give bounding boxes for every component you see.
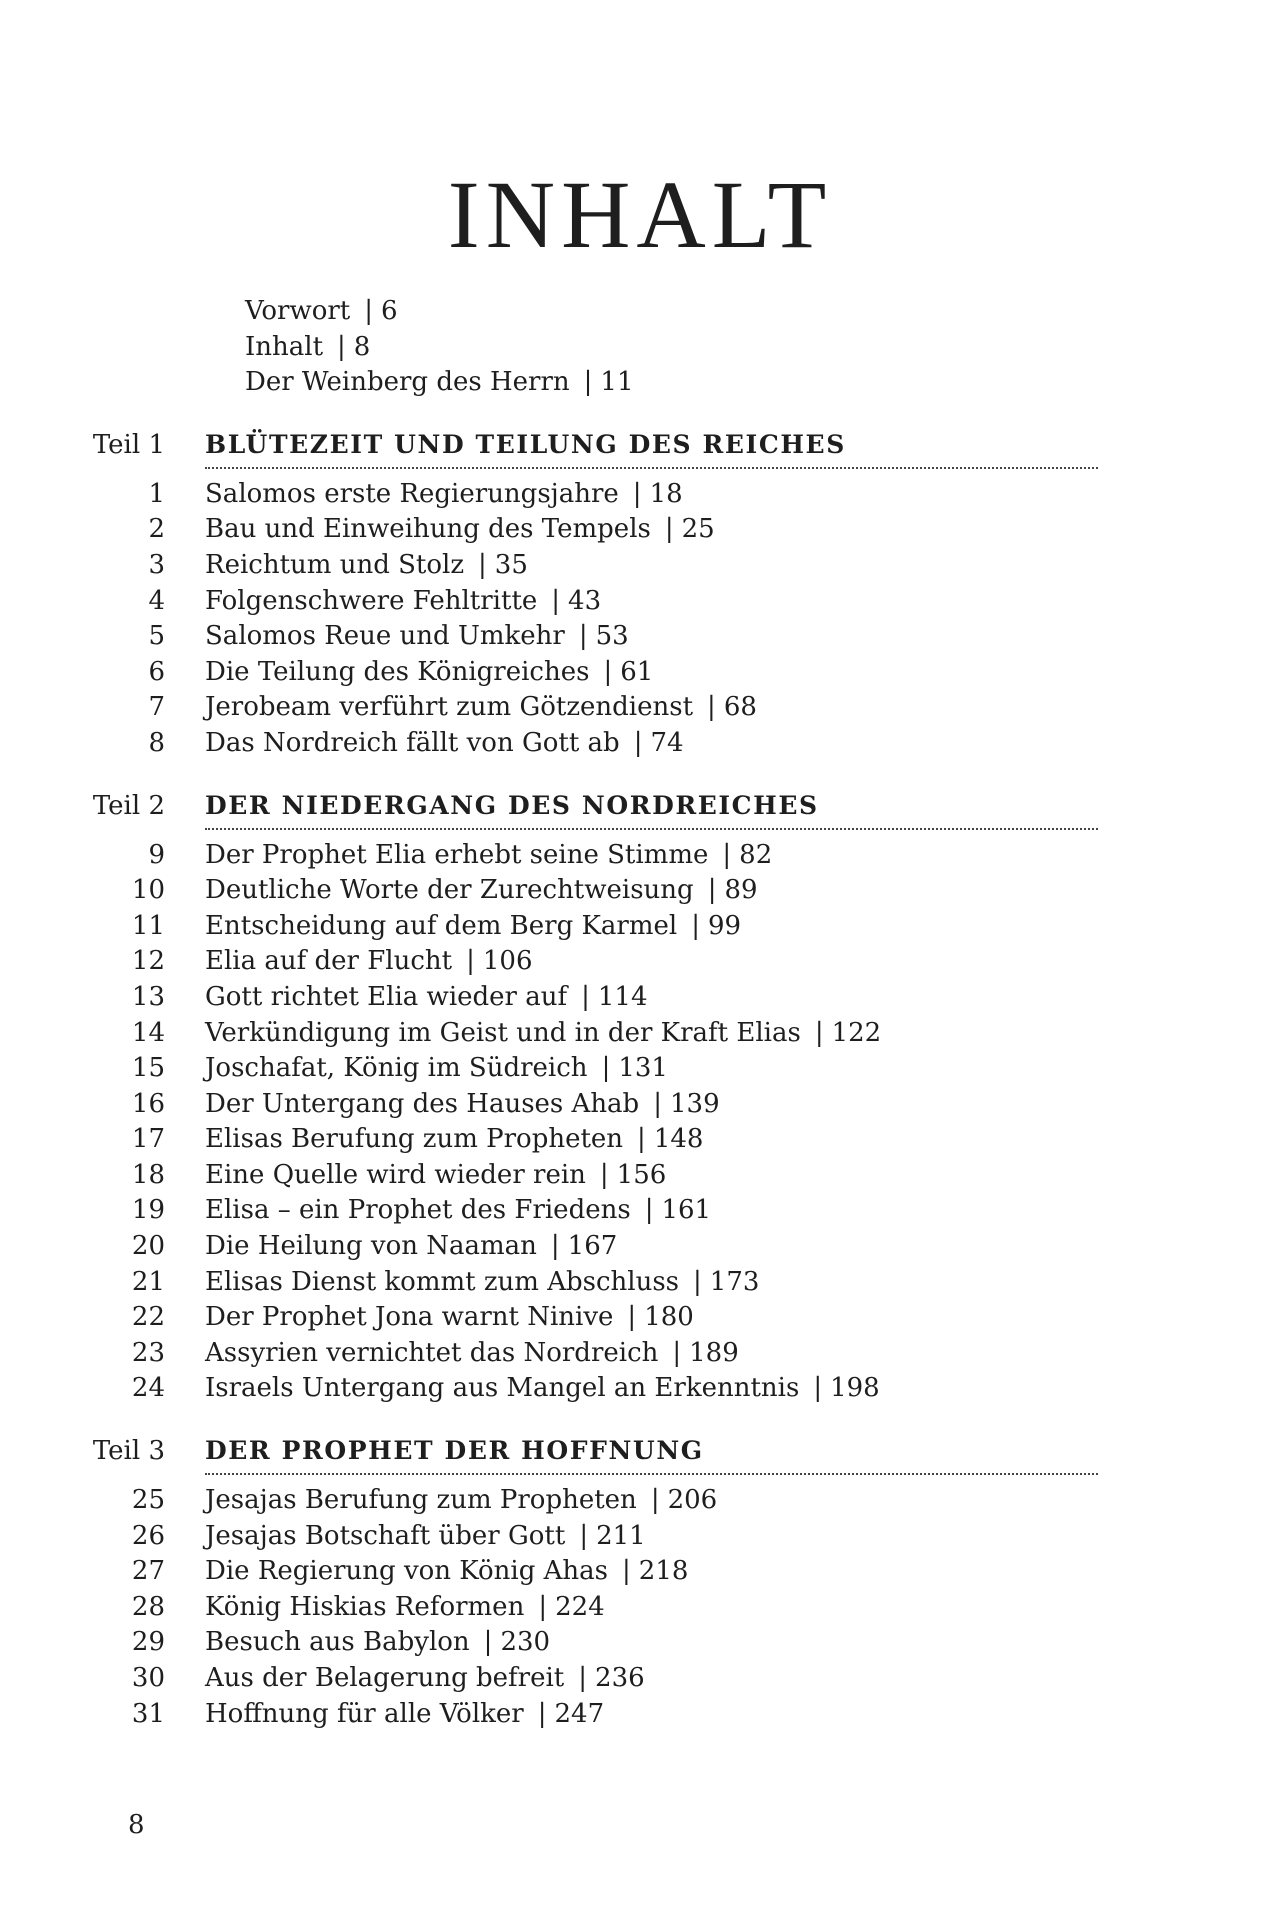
entry-separator: |	[478, 549, 487, 580]
chapter-page: 43	[568, 585, 602, 616]
toc-chapter-entry[interactable]	[0, 1300, 1280, 1336]
chapter-page: 114	[597, 981, 648, 1012]
chapter-number: 31	[131, 1698, 165, 1729]
part-heading: DER NIEDERGANG DES NORDREICHES	[205, 786, 1098, 830]
toc-chapter-entry[interactable]	[0, 1158, 1280, 1194]
toc-entry-weinberg[interactable]	[0, 365, 1280, 401]
toc-chapter-entry[interactable]	[0, 1483, 1280, 1519]
chapter-title: Elisas Dienst kommt zum Abschluss	[205, 1266, 680, 1297]
chapter-number: 2	[148, 514, 165, 545]
entry-separator: |	[814, 1017, 824, 1048]
chapter-title: Besuch aus Babylon	[205, 1627, 470, 1658]
toc-chapter-entry[interactable]	[0, 1625, 1280, 1661]
chapter-number: 13	[131, 981, 165, 1012]
chapter-title: Hoffnung für alle Völker	[205, 1698, 524, 1729]
entry-title: Der Weinberg des Herrn	[245, 367, 570, 398]
entry-separator: |	[653, 1088, 662, 1119]
chapter-page: 206	[667, 1485, 718, 1516]
toc-chapter-entry[interactable]	[0, 1590, 1280, 1626]
chapter-title: Salomos Reue und Umkehr	[205, 621, 565, 652]
entry-separator: |	[537, 1698, 547, 1729]
entry-separator: |	[622, 1556, 631, 1587]
part-heading: BLÜTEZEIT UND TEILUNG DES REICHES	[205, 425, 1098, 469]
chapter-title: Aus der Belagerung befreit	[205, 1663, 565, 1693]
chapter-page: 167	[567, 1231, 618, 1262]
toc-chapter-entry[interactable]	[0, 1336, 1280, 1372]
chapter-page: 161	[661, 1195, 712, 1226]
chapter-page: 180	[644, 1302, 694, 1333]
entry-separator: |	[578, 1663, 588, 1693]
toc-chapter-entry[interactable]	[0, 980, 1280, 1016]
part-label: Teil 3	[92, 1436, 165, 1467]
chapter-page: 211	[596, 1520, 646, 1551]
part-header[interactable]	[0, 786, 1280, 830]
chapter-title: Jerobeam verführt zum Götzendienst	[205, 692, 694, 723]
chapter-title: Das Nordreich fällt von Gott ab	[205, 727, 620, 758]
chapter-title: Entscheidung auf dem Berg Karmel	[205, 910, 678, 941]
entry-separator: |	[693, 1266, 702, 1297]
chapter-page: 18	[649, 478, 683, 509]
chapter-number: 7	[148, 692, 165, 723]
toc-chapter-entry[interactable]	[0, 944, 1280, 980]
chapter-page: 61	[620, 656, 654, 687]
chapter-page: 247	[554, 1698, 605, 1729]
part-header[interactable]	[0, 1431, 1280, 1475]
chapter-page: 230	[500, 1627, 551, 1658]
entry-separator: |	[483, 1627, 493, 1658]
entry-separator: |	[633, 727, 643, 758]
chapter-number: 5	[148, 621, 165, 652]
chapter-page: 68	[723, 692, 757, 723]
chapter-page: 25	[681, 514, 715, 545]
chapter-title: Die Heilung von Naaman	[205, 1231, 537, 1262]
entry-separator: |	[650, 1485, 660, 1516]
toc-chapter-entry[interactable]	[0, 838, 1280, 874]
chapter-page: 189	[689, 1337, 739, 1368]
entry-separator: |	[601, 1053, 611, 1084]
part-header[interactable]	[0, 425, 1280, 469]
chapter-title: Der Prophet Elia erhebt seine Stimme	[205, 839, 709, 870]
table-of-contents	[0, 294, 1280, 1732]
chapter-page: 156	[616, 1159, 667, 1190]
chapter-page: 173	[709, 1266, 760, 1297]
toc-chapter-entry[interactable]	[0, 1554, 1280, 1590]
toc-chapter-entry[interactable]	[0, 1122, 1280, 1158]
chapter-title: Folgenschwere Fehltritte	[205, 585, 538, 616]
toc-chapter-entry[interactable]	[0, 690, 1280, 726]
toc-chapter-entry[interactable]	[0, 1661, 1280, 1697]
entry-separator: |	[644, 1195, 654, 1226]
chapter-title: Israels Untergang aus Mangel an Erkenntnis	[205, 1373, 800, 1404]
chapter-page: 236	[595, 1663, 645, 1693]
chapter-title: Elisa – ein Prophet des Friedens	[205, 1195, 631, 1226]
chapter-number: 21	[131, 1266, 165, 1297]
chapter-number: 4	[148, 585, 165, 616]
chapter-number: 6	[148, 656, 165, 687]
chapter-title: Joschafat, König im Südreich	[205, 1053, 588, 1084]
entry-page: 8	[353, 331, 371, 362]
chapter-title: Jesajas Berufung zum Propheten	[205, 1485, 637, 1516]
entry-separator: |	[581, 981, 590, 1012]
chapter-number: 9	[148, 839, 165, 870]
entry-page: 11	[600, 367, 634, 398]
toc-chapter-entry[interactable]	[0, 1265, 1280, 1301]
chapter-number: 30	[131, 1663, 165, 1693]
chapter-number: 11	[131, 910, 165, 941]
entry-separator: |	[707, 692, 716, 723]
chapter-title: Elia auf der Flucht	[205, 946, 453, 977]
toc-chapter-entry[interactable]	[0, 1087, 1280, 1123]
chapter-title: Eine Quelle wird wieder rein	[205, 1159, 586, 1190]
toc-part-section	[0, 1431, 1280, 1732]
chapter-number: 14	[131, 1017, 165, 1048]
chapter-title: Bau und Einweihung des Tempels	[205, 514, 651, 545]
entry-title: Vorwort	[245, 296, 351, 326]
chapter-page: 35	[494, 549, 528, 580]
toc-chapter-entry[interactable]	[0, 1229, 1280, 1265]
chapter-page: 53	[595, 621, 629, 652]
chapter-title: Elisas Berufung zum Propheten	[205, 1124, 624, 1155]
chapter-title: König Hiskias Reformen	[205, 1591, 525, 1622]
chapter-number: 29	[131, 1627, 165, 1658]
chapter-page: 122	[831, 1017, 882, 1048]
toc-chapter-entry[interactable]	[0, 1016, 1280, 1052]
chapter-title: Die Regierung von König Ahas	[205, 1556, 609, 1587]
entry-separator: |	[627, 1302, 637, 1333]
chapter-title: Assyrien vernichtet das Nordreich	[205, 1337, 659, 1368]
toc-chapter-entry[interactable]	[0, 909, 1280, 945]
chapter-number: 20	[131, 1231, 165, 1262]
entry-title: Inhalt	[245, 331, 324, 362]
toc-part-section	[0, 786, 1280, 1408]
toc-chapter-entry[interactable]	[0, 1371, 1280, 1407]
chapter-number: 23	[131, 1337, 165, 1368]
chapter-title: Gott richtet Elia wieder auf	[205, 981, 568, 1012]
chapter-number: 3	[148, 549, 165, 580]
toc-chapter-entry[interactable]	[0, 477, 1280, 513]
chapter-page: 218	[638, 1556, 689, 1587]
chapter-number: 22	[131, 1302, 165, 1333]
chapter-number: 1	[148, 478, 165, 509]
entry-separator: |	[337, 331, 346, 362]
toc-entry-inhalt[interactable]	[0, 330, 1280, 366]
chapter-title: Deutliche Worte der Zurechtweisung	[205, 875, 694, 906]
entry-separator: |	[707, 875, 717, 906]
chapter-page: 198	[830, 1373, 880, 1404]
part-label: Teil 2	[92, 790, 165, 821]
toc-chapter-entry[interactable]	[0, 726, 1280, 762]
entry-separator: |	[583, 367, 593, 398]
chapter-number: 27	[131, 1556, 165, 1587]
chapter-number: 25	[131, 1485, 165, 1516]
chapter-number: 8	[148, 727, 165, 758]
chapter-number: 28	[131, 1591, 165, 1622]
chapter-page: 89	[724, 875, 758, 906]
entry-separator: |	[364, 296, 374, 326]
chapter-page: 131	[618, 1053, 668, 1084]
entry-separator: |	[691, 910, 700, 941]
chapter-page: 74	[650, 727, 684, 758]
chapter-title: Der Untergang des Hauses Ahab	[205, 1088, 640, 1119]
chapter-page: 139	[669, 1088, 720, 1119]
entry-page: 6	[381, 296, 398, 326]
entry-separator: |	[603, 656, 613, 687]
toc-chapter-entry[interactable]	[0, 584, 1280, 620]
part-heading: DER PROPHET DER HOFFNUNG	[205, 1431, 1098, 1475]
toc-part-section	[0, 425, 1280, 762]
chapter-title: Der Prophet Jona warnt Ninive	[205, 1302, 614, 1333]
chapter-number: 18	[131, 1159, 165, 1190]
toc-chapter-entry[interactable]	[0, 655, 1280, 691]
toc-chapter-entry[interactable]	[0, 1697, 1280, 1733]
toc-chapter-entry[interactable]	[0, 512, 1280, 548]
chapter-title: Die Teilung des Königreiches	[205, 656, 590, 687]
chapter-number: 10	[131, 875, 165, 906]
toc-chapter-entry[interactable]	[0, 619, 1280, 655]
chapter-number: 19	[131, 1195, 165, 1226]
chapter-title: Salomos erste Regierungsjahre	[205, 478, 619, 509]
entry-separator: |	[722, 839, 732, 870]
toc-parts	[0, 425, 1280, 1732]
entry-separator: |	[578, 621, 588, 652]
front-matter	[0, 294, 1280, 401]
chapter-page: 148	[653, 1124, 704, 1155]
entry-separator: |	[813, 1373, 823, 1404]
chapter-page: 99	[707, 910, 742, 941]
chapter-page: 82	[739, 839, 773, 870]
page-number: 8	[128, 1810, 145, 1840]
entry-separator: |	[632, 478, 642, 509]
toc-chapter-entry[interactable]	[0, 1051, 1280, 1087]
entry-separator: |	[550, 1231, 560, 1262]
toc-chapter-entry[interactable]	[0, 548, 1280, 584]
chapter-number: 16	[131, 1088, 165, 1119]
toc-chapter-entry[interactable]	[0, 873, 1280, 909]
chapter-number: 12	[131, 946, 165, 977]
toc-chapter-entry[interactable]	[0, 1519, 1280, 1555]
entry-separator: |	[637, 1124, 646, 1155]
entry-separator: |	[538, 1591, 548, 1622]
entry-separator: |	[551, 585, 561, 616]
entry-separator: |	[672, 1337, 682, 1368]
chapter-page: 224	[555, 1591, 605, 1622]
chapter-number: 26	[131, 1520, 165, 1551]
chapter-number: 17	[131, 1124, 165, 1155]
chapter-title: Jesajas Botschaft über Gott	[205, 1520, 566, 1551]
chapter-number: 15	[131, 1053, 165, 1084]
entry-separator: |	[664, 514, 674, 545]
entry-separator: |	[466, 946, 475, 977]
chapter-page: 106	[482, 946, 533, 977]
part-label: Teil 1	[92, 429, 165, 460]
chapter-number: 24	[131, 1373, 165, 1404]
entry-separator: |	[599, 1159, 609, 1190]
toc-entry-vorwort[interactable]	[0, 294, 1280, 330]
chapter-title: Reichtum und Stolz	[205, 549, 465, 580]
entry-separator: |	[579, 1520, 589, 1551]
page-title: INHALT	[447, 161, 833, 269]
toc-chapter-entry[interactable]	[0, 1193, 1280, 1229]
chapter-title: Verkündigung im Geist und in der Kraft Elias	[205, 1017, 801, 1048]
